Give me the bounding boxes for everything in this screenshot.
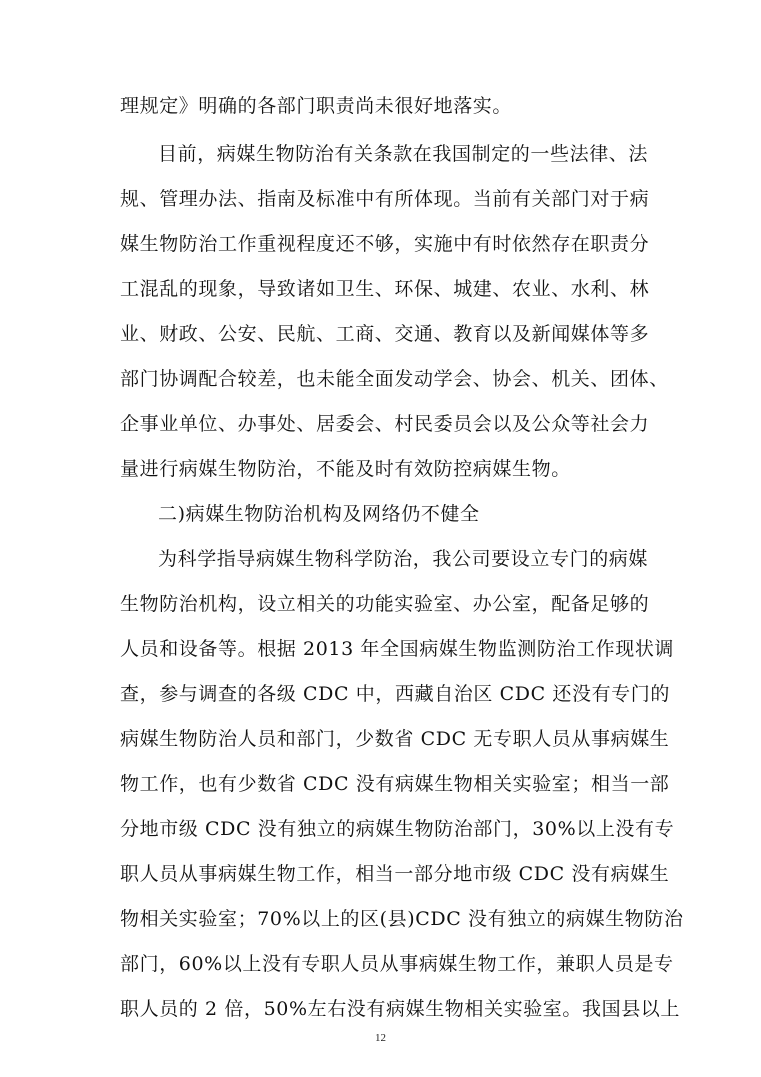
paragraph-line-8: 企事业单位、办事处、居委会、村民委员会以及公众等社会力 <box>120 413 650 435</box>
paragraph-line-11: 为科学指导病媒生物科学防治，我公司要设立专门的病媒 <box>158 548 649 570</box>
paragraph-line-16: 物工作，也有少数省 CDC 没有病媒生物相关实验室；相当一部 <box>120 773 670 795</box>
paragraph-line-13: 人员和设备等。根据 2013 年全国病媒生物监测防治工作现状调 <box>120 638 675 660</box>
paragraph-line-18: 职人员从事病媒生物工作，相当一部分地市级 CDC 没有病媒生 <box>120 863 670 885</box>
paragraph-line-2: 目前，病媒生物防治有关条款在我国制定的一些法律、法 <box>158 143 649 165</box>
paragraph-line-7: 部门协调配合较差，也未能全面发动学会、协会、机关、团体、 <box>120 368 669 390</box>
paragraph-line-12: 生物防治机构，设立相关的功能实验室、办公室，配备足够的 <box>120 593 650 615</box>
paragraph-line-17: 分地市级 CDC 没有独立的病媒生物防治部门，30%以上没有专 <box>120 818 675 840</box>
section-heading: 二)病媒生物防治机构及网络仍不健全 <box>158 503 480 525</box>
paragraph-line-3: 规、管理办法、指南及标准中有所体现。当前有关部门对于病 <box>120 188 650 210</box>
paragraph-line-4: 媒生物防治工作重视程度还不够，实施中有时依然存在职责分 <box>120 233 650 255</box>
paragraph-line-14: 查，参与调查的各级 CDC 中，西藏自治区 CDC 还没有专门的 <box>120 683 670 705</box>
paragraph-line-21: 职人员的 2 倍，50%左右没有病媒生物相关实验室。我国县以上 <box>120 998 680 1020</box>
paragraph-line-5: 工混乱的现象，导致诸如卫生、环保、城建、农业、水利、林 <box>120 278 650 300</box>
page-number: 12 <box>375 1032 386 1044</box>
paragraph-line-20: 部门，60%以上没有专职人员从事病媒生物工作，兼职人员是专 <box>120 953 674 975</box>
paragraph-line-15: 病媒生物防治人员和部门，少数省 CDC 无专职人员从事病媒生 <box>120 728 670 750</box>
paragraph-line-9: 量进行病媒生物防治，不能及时有效防控病媒生物。 <box>120 458 571 480</box>
paragraph-line-1: 理规定》明确的各部门职责尚未很好地落实。 <box>120 95 513 117</box>
paragraph-line-6: 业、财政、公安、民航、工商、交通、教育以及新闻媒体等多 <box>120 323 650 345</box>
paragraph-line-19: 物相关实验室；70%以上的区(县)CDC 没有独立的病媒生物防治 <box>120 908 684 930</box>
